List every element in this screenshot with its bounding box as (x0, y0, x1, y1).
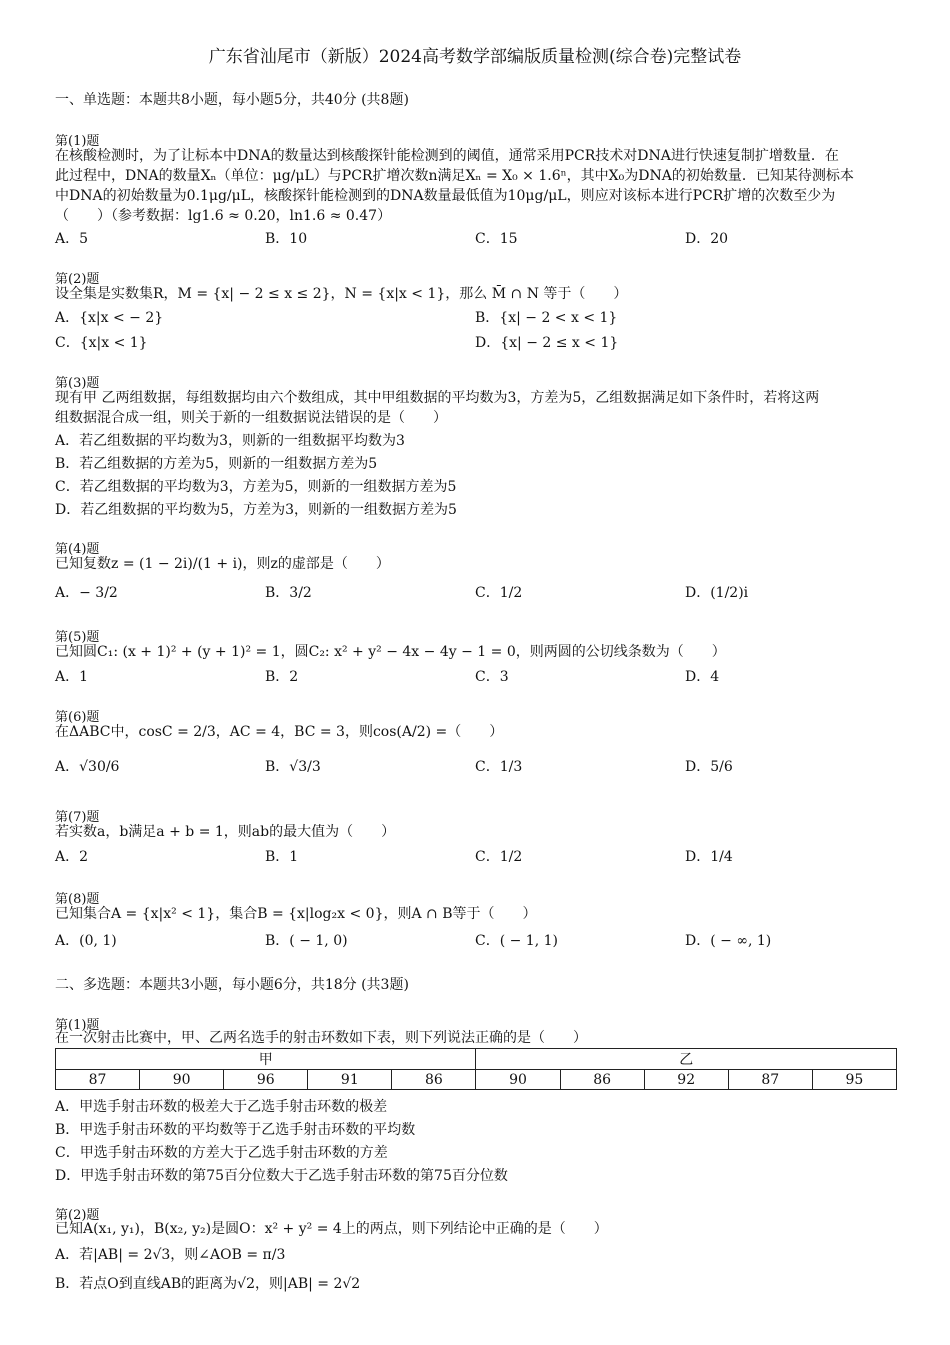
table-header-row (56, 1049, 897, 1070)
score-table (55, 1048, 897, 1090)
option-d[interactable]: D．{x| − 2 ≤ x < 1} (475, 335, 619, 351)
option-c[interactable]: C．1/3 (475, 759, 523, 775)
option-a[interactable]: A．若|AB| = 2√3，则∠AOB = π/3 (55, 1247, 286, 1263)
table-row (56, 1070, 897, 1090)
option-c[interactable]: C．若乙组数据的平均数为3，方差为5，则新的一组数据方差为5 (55, 479, 457, 495)
question-text: 组数据混合成一组，则关于新的一组数据说法错误的是（ ） (55, 410, 447, 426)
section-heading-multiple-choice: 二、多选题：本题共3小题，每小题6分，共18分 (共3题) (55, 977, 409, 993)
table-cell: 92 (644, 1070, 728, 1090)
option-b[interactable]: B．甲选手射击环数的平均数等于乙选手射击环数的平均数 (55, 1122, 416, 1138)
question-text: 在一次射击比赛中，甲、乙两名选手的射击环数如下表，则下列说法正确的是（ ） (55, 1030, 587, 1046)
option-c[interactable]: C．1/2 (475, 585, 523, 601)
question-text: 在ΔABC中，cosC = 2/3，AC = 4，BC = 3，则cos(A/2) =（ ） (55, 724, 504, 740)
table-cell: 96 (224, 1070, 308, 1090)
question-text: 已知集合A = {x|x² < 1}，集合B = {x|log₂x < 0}，则A ∩ B等于（ ） (55, 906, 537, 922)
option-b[interactable]: B．若乙组数据的方差为5，则新的一组数据方差为5 (55, 456, 378, 472)
option-d[interactable]: D．5/6 (685, 759, 733, 775)
option-d[interactable]: D．1/4 (685, 849, 733, 865)
option-a[interactable]: A．√30/6 (55, 759, 120, 775)
table-cell: 86 (392, 1070, 476, 1090)
option-a[interactable]: A．− 3/2 (55, 585, 118, 601)
option-b[interactable]: B．{x| − 2 < x < 1} (475, 310, 618, 326)
option-b[interactable]: B．√3/3 (265, 759, 321, 775)
option-d[interactable]: D．若乙组数据的平均数为5，方差为3，则新的一组数据方差为5 (55, 502, 457, 518)
option-d[interactable]: D．4 (685, 669, 720, 685)
question-number: 第(5)题 (55, 630, 100, 645)
option-b[interactable]: B．若点O到直线AB的距离为√2，则|AB| = 2√2 (55, 1276, 361, 1292)
option-c[interactable]: C．1/2 (475, 849, 523, 865)
question-text: 设全集是实数集R，M = {x| − 2 ≤ x ≤ 2}，N = {x|x < 1}，那么 M̄ ∩ N 等于（ ） (55, 286, 628, 302)
question-number: 第(1)题 (55, 134, 100, 149)
question-number: 第(6)题 (55, 710, 100, 725)
option-a[interactable]: A．(0, 1) (55, 933, 117, 949)
question-number: 第(7)题 (55, 810, 100, 825)
question-number: 第(4)题 (55, 542, 100, 557)
question-text: 此过程中，DNA的数量Xₙ（单位：μg/μL）与PCR扩增次数n满足Xₙ = X₀ × 1.6ⁿ，其中X₀为DNA的初始数量．已知某待测标本 (55, 168, 854, 184)
option-a[interactable]: A．1 (55, 669, 89, 685)
option-b[interactable]: B．3/2 (265, 585, 312, 601)
option-d[interactable]: D．(1/2)i (685, 585, 749, 601)
question-text: 在核酸检测时，为了让标本中DNA的数量达到核酸探针能检测到的阈值，通常采用PCR技术对DNA进行快速复制扩增数量．在 (55, 148, 839, 164)
table-cell: 91 (308, 1070, 392, 1090)
option-d[interactable]: D．甲选手射击环数的第75百分位数大于乙选手射击环数的第75百分位数 (55, 1168, 508, 1184)
question-text: （ ）（参考数据：lg1.6 ≈ 0.20，ln1.6 ≈ 0.47） (55, 208, 392, 224)
question-text: 若实数a，b满足a + b = 1，则ab的最大值为（ ） (55, 824, 396, 840)
option-d[interactable]: D．20 (685, 231, 729, 247)
option-a[interactable]: A．2 (55, 849, 89, 865)
option-c[interactable]: C．( − 1, 1) (475, 933, 558, 949)
table-cell: 95 (812, 1070, 896, 1090)
option-d[interactable]: D．( − ∞, 1) (685, 933, 772, 949)
question-number: 第(2)题 (55, 1208, 100, 1223)
table-header-yi: 乙 (476, 1049, 897, 1070)
table-cell: 87 (56, 1070, 140, 1090)
option-a[interactable]: A．若乙组数据的平均数为3，则新的一组数据平均数为3 (55, 433, 405, 449)
table-header-jia: 甲 (56, 1049, 476, 1070)
option-b[interactable]: B．1 (265, 849, 299, 865)
question-text: 已知圆C₁: (x + 1)² + (y + 1)² = 1，圆C₂: x² + y² − 4x − 4y − 1 = 0，则两圆的公切线条数为（ ） (55, 644, 726, 660)
table-cell: 90 (476, 1070, 560, 1090)
question-number: 第(1)题 (55, 1018, 100, 1033)
question-text: 中DNA的初始数量为0.1μg/μL，核酸探针能检测到的DNA数量最低值为10μg/μL，则应对该标本进行PCR扩增的次数至少为 (55, 188, 836, 204)
table-cell: 90 (140, 1070, 224, 1090)
option-b[interactable]: B．2 (265, 669, 299, 685)
option-c[interactable]: C．甲选手射击环数的方差大于乙选手射击环数的方差 (55, 1145, 388, 1161)
option-b[interactable]: B．( − 1, 0) (265, 933, 348, 949)
question-number: 第(8)题 (55, 892, 100, 907)
option-a[interactable]: A．甲选手射击环数的极差大于乙选手射击环数的极差 (55, 1099, 388, 1115)
question-text: 已知复数z = (1 − 2i)/(1 + i)，则z的虚部是（ ） (55, 556, 390, 572)
question-text: 已知A(x₁, y₁)，B(x₂, y₂)是圆O：x² + y² = 4上的两点，则下列结论中正确的是（ ） (55, 1221, 608, 1237)
section-heading-single-choice: 一、单选题：本题共8小题，每小题5分，共40分 (共8题) (55, 92, 409, 108)
question-number: 第(2)题 (55, 272, 100, 287)
option-c[interactable]: C．{x|x < 1} (55, 335, 148, 351)
option-b[interactable]: B．10 (265, 231, 308, 247)
option-a[interactable]: A．5 (55, 231, 89, 247)
question-number: 第(3)题 (55, 376, 100, 391)
option-a[interactable]: A．{x|x < − 2} (55, 310, 164, 326)
option-c[interactable]: C．15 (475, 231, 518, 247)
page-title: 广东省汕尾市（新版）2024高考数学部编版质量检测(综合卷)完整试卷 (208, 47, 742, 67)
table-cell: 87 (728, 1070, 812, 1090)
option-c[interactable]: C．3 (475, 669, 509, 685)
question-text: 现有甲 乙两组数据，每组数据均由六个数组成，其中甲组数据的平均数为3，方差为5，乙组数据满足如下条件时，若将这两 (55, 390, 820, 406)
table-cell: 86 (560, 1070, 644, 1090)
